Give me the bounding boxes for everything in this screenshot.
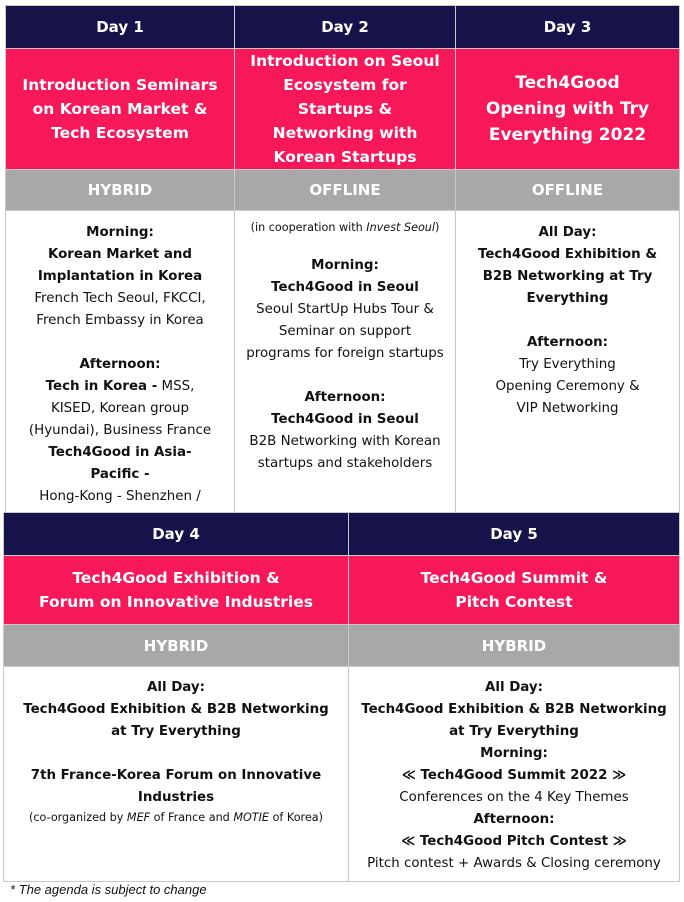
day4-title	[4, 556, 349, 625]
day4-mode: HYBRID	[4, 625, 349, 667]
footnote: * The agenda is subject to change	[10, 882, 207, 897]
day5-allday-label: All Day:	[484, 680, 544, 695]
day2-afternoon-title: Tech4Good in Seoul	[271, 412, 419, 428]
day3-body	[456, 211, 680, 531]
day5-title	[349, 556, 680, 625]
mef: MEF	[126, 811, 151, 824]
day1-tech-in-korea: Tech in Korea -	[45, 379, 158, 395]
day4-forum-title: 7th France-Korea Forum on Innovative Industries	[30, 768, 322, 805]
day4-allday-label: All Day:	[146, 680, 206, 695]
day2-morning-label: Morning:	[311, 258, 379, 274]
day2-title: Introduction on Seoul Ecosystem for Startups & Networking with Korean Startups	[235, 49, 456, 170]
day3-afternoon-label: Afternoon:	[526, 335, 609, 351]
day5-pitch-title: ≪ Tech4Good Pitch Contest ≫	[401, 834, 627, 849]
day4-body	[4, 667, 349, 882]
day4-title-line2: Forum on Innovative Industries	[39, 593, 313, 611]
agenda-bottom-table	[3, 512, 680, 882]
day5-summit-text: Conferences on the 4 Key Themes	[399, 790, 629, 805]
day3-mode: OFFLINE	[456, 170, 680, 211]
day3-allday-title: Tech4Good Exhibition & B2B Networking at Try Everything	[477, 247, 657, 307]
day5-title-line1: Tech4Good Summit &	[420, 568, 608, 587]
day3-allday-label: All Day:	[538, 225, 597, 241]
day1-morning-label: Morning:	[86, 225, 154, 241]
day1-mode: HYBRID	[6, 170, 235, 211]
day2-header: Day 2	[235, 6, 456, 49]
day1-morning-text: French Tech Seoul, FKCCI, French Embassy in Korea	[34, 291, 206, 329]
day2-mode: OFFLINE	[235, 170, 456, 211]
day1-header: Day 1	[6, 6, 235, 49]
day3-afternoon-text: Try Everything Opening Ceremony & VIP Networking	[495, 357, 640, 417]
day3-title: Tech4Good Opening with Try Everything 2022	[456, 49, 680, 170]
day5-allday-title: Tech4Good Exhibition & B2B Networking at Try Everything	[361, 702, 667, 739]
day1-tech4good-asia: Tech4Good in Asia-Pacific -	[48, 445, 192, 483]
motie: MOTIE	[233, 811, 270, 824]
day1-afternoon-label: Afternoon:	[79, 357, 161, 373]
day2-afternoon-text: B2B Networking with Korean startups and stakeholders	[249, 434, 441, 472]
agenda-top-table	[5, 5, 680, 531]
day5-morning-label: Morning:	[480, 746, 548, 761]
day4-coorganizers: (co-organized by MEF of France and MOTIE of Korea)	[29, 811, 323, 824]
day2-body	[235, 211, 456, 531]
day1-afternoon-item1	[24, 376, 216, 442]
day1-tech-in-korea-text: MSS, KISED, Korean group (Hyundai), Business France	[28, 379, 212, 439]
day4-header: Day 4	[4, 513, 349, 556]
day2-morning-text: Seoul StartUp Hubs Tour & Seminar on support programs for foreign startups	[246, 302, 444, 362]
day2-morning-title: Tech4Good in Seoul	[271, 280, 419, 296]
invest-seoul: Invest Seoul	[366, 221, 435, 235]
day1-title: Introduction Seminars on Korean Market & Tech Ecosystem	[6, 49, 235, 170]
day5-afternoon-label: Afternoon:	[473, 812, 555, 827]
day5-mode: HYBRID	[349, 625, 680, 667]
day5-title-line2: Pitch Contest	[455, 593, 573, 611]
day2-cooperation-note: (in cooperation with Invest Seoul)	[250, 221, 440, 235]
day5-header: Day 5	[349, 513, 680, 556]
day5-pitch-text: Pitch contest + Awards & Closing ceremony	[367, 856, 661, 871]
day1-morning-title: Korean Market and Implantation in Korea	[37, 247, 203, 285]
day2-afternoon-label: Afternoon:	[304, 390, 386, 406]
day4-allday-title: Tech4Good Exhibition & B2B Networking at Try Everything	[23, 702, 329, 739]
day1-body	[6, 211, 235, 531]
day1-tech4good-asia-text: Hong-Kong - Shenzhen /	[39, 489, 201, 505]
day3-header: Day 3	[456, 6, 680, 49]
day5-body	[349, 667, 680, 882]
day4-title-line1: Tech4Good Exhibition &	[72, 568, 280, 587]
day5-summit-title: ≪ Tech4Good Summit 2022 ≫	[401, 768, 627, 783]
